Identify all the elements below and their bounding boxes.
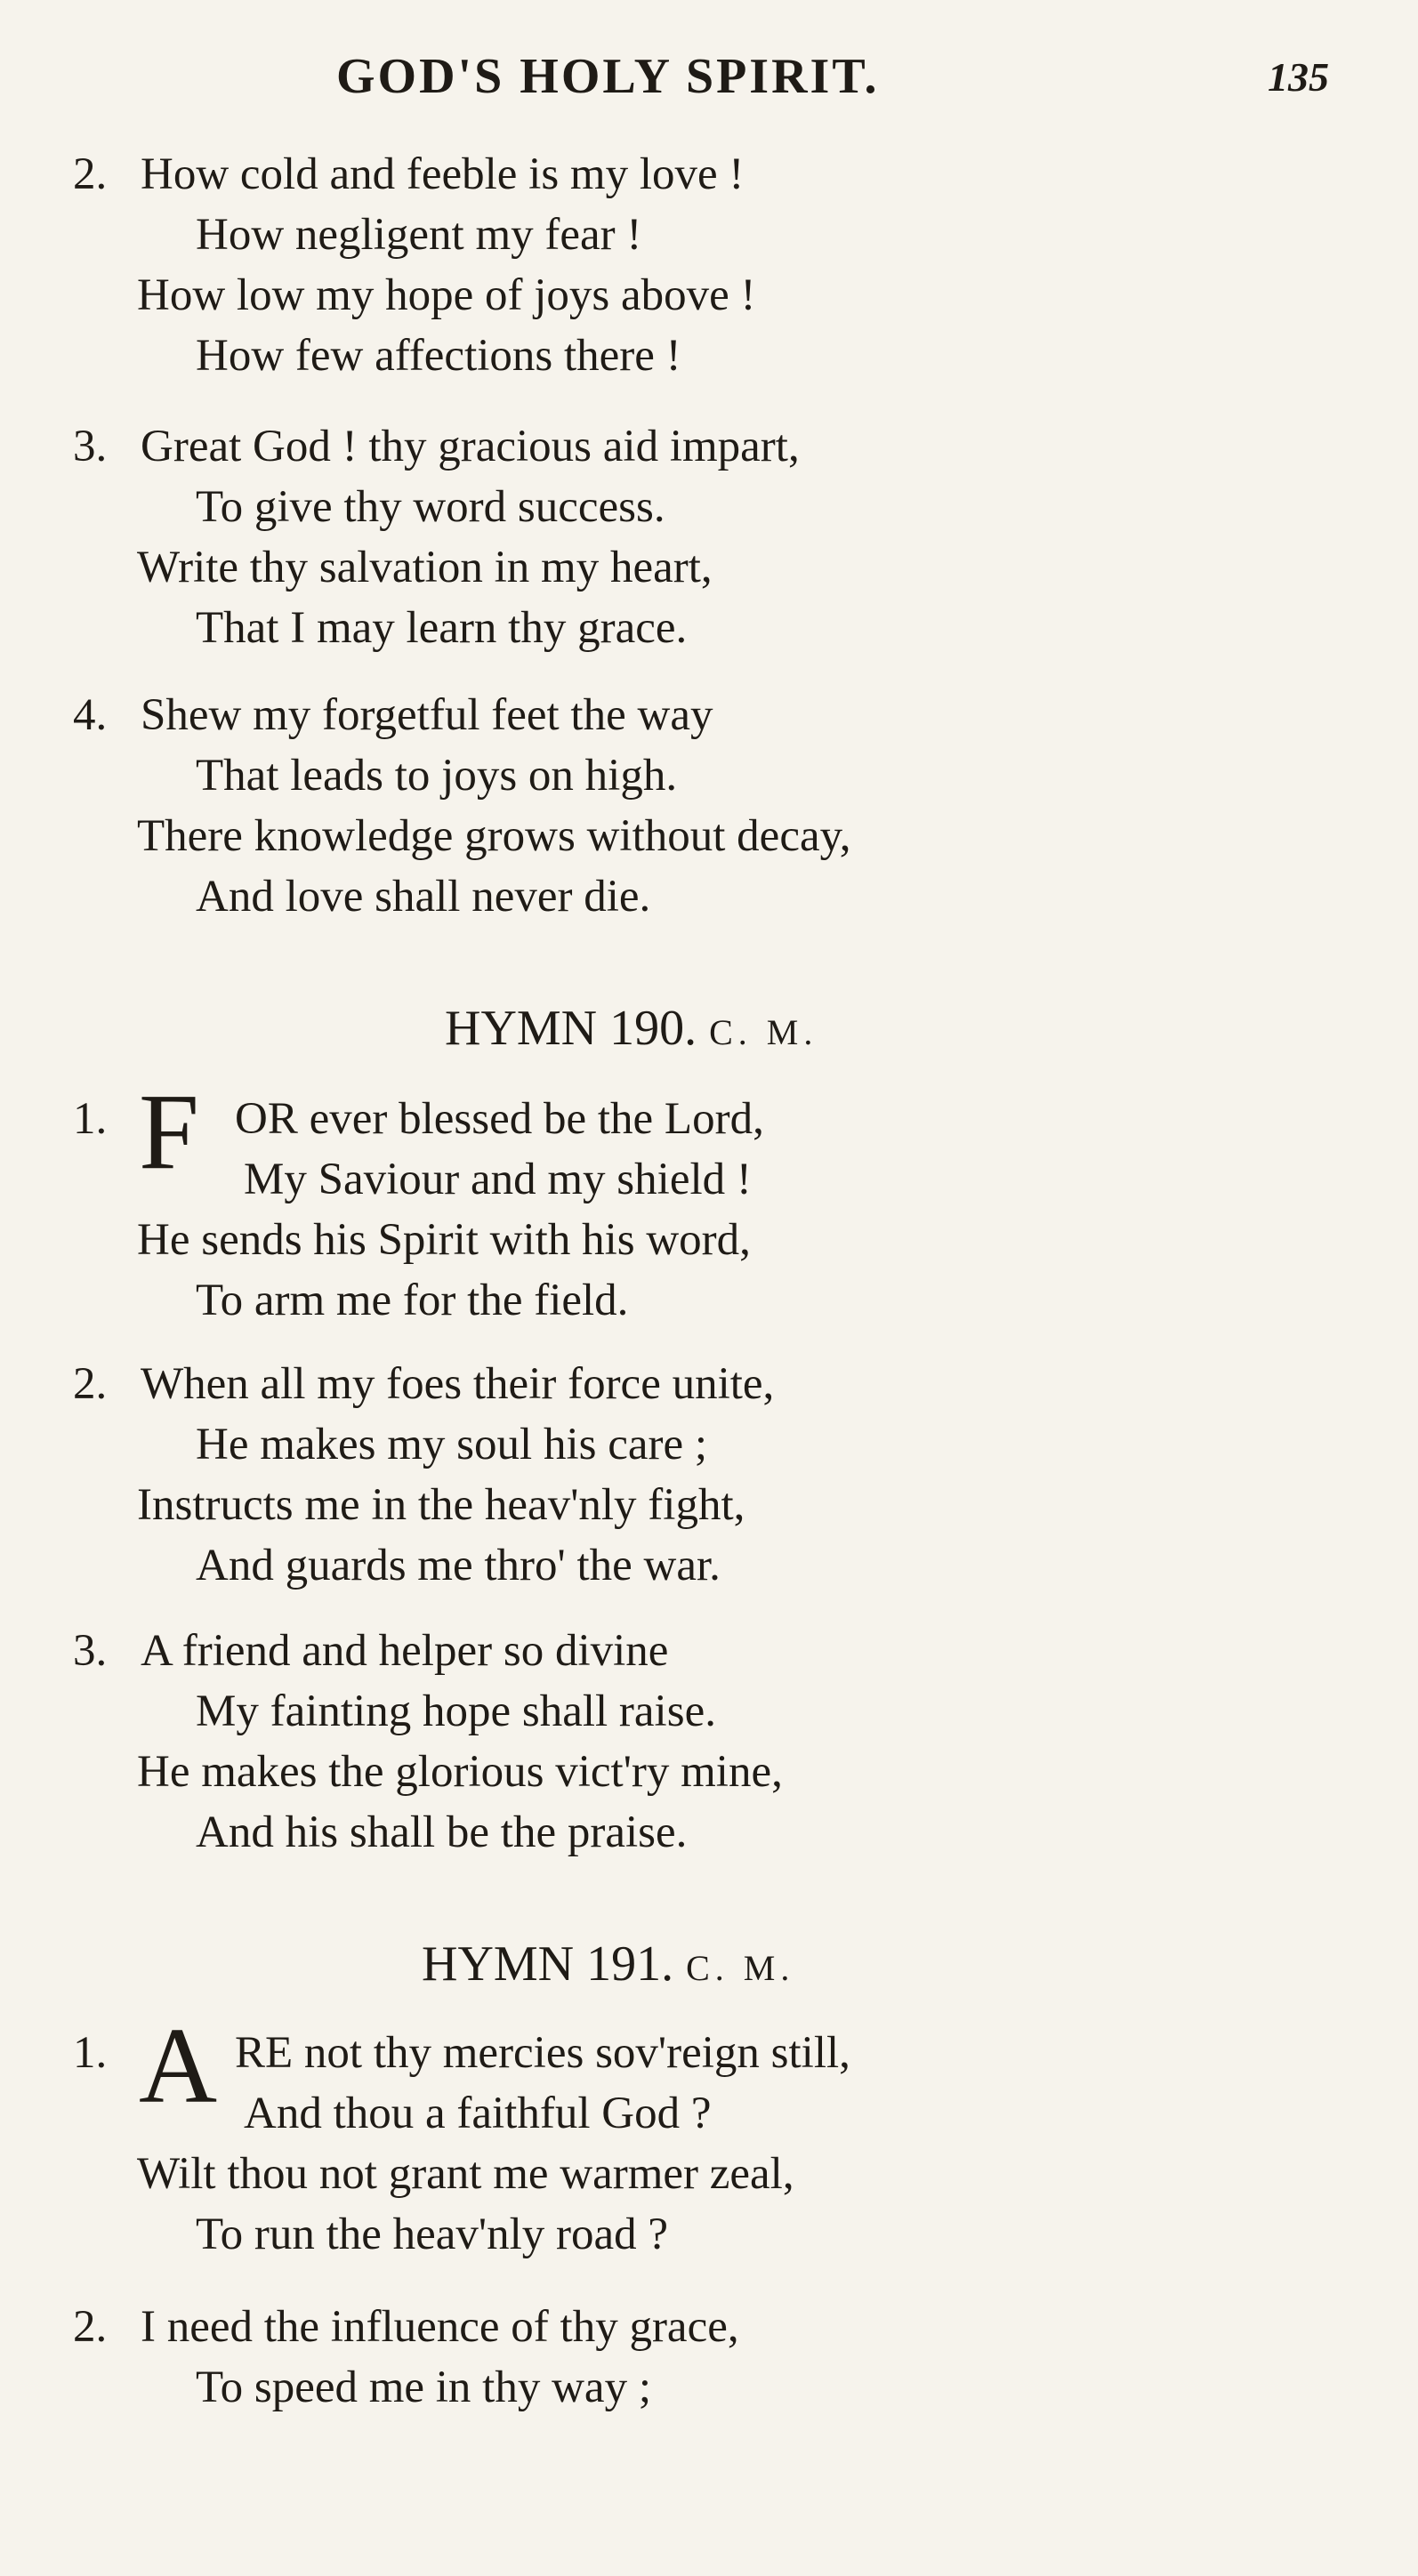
verse-line: And thou a faithful God ? — [244, 2089, 712, 2138]
verse-number: 2. — [73, 1359, 108, 1409]
verse-line: How negligent my fear ! — [196, 210, 642, 260]
verse-line: And guards me thro' the war. — [196, 1541, 721, 1590]
verse-line: Write thy salvation in my heart, — [137, 543, 713, 592]
verse-number: 3. — [73, 1626, 108, 1676]
verse-line: Instructs me in the heav'nly fight, — [137, 1480, 745, 1530]
verse-line: To arm me for the field. — [196, 1276, 629, 1325]
verse-line: I need the influence of thy grace, — [141, 2302, 739, 2352]
verse-line: He makes my soul his care ; — [196, 1420, 708, 1469]
hymn-190-heading — [445, 1001, 818, 1056]
running-title: GOD'S HOLY SPIRIT. — [336, 49, 880, 104]
hymn-191-heading — [422, 1936, 795, 1992]
verse-line: RE not thy mercies sov'reign still, — [235, 2028, 850, 2078]
verse-line: OR ever blessed be the Lord, — [235, 1094, 764, 1144]
verse-line: Great God ! thy gracious aid impart, — [141, 422, 800, 471]
verse-line: That leads to joys on high. — [196, 751, 678, 801]
verse-number: 2. — [73, 149, 108, 199]
hymn-label: HYMN 191. — [422, 1936, 674, 1992]
dropcap-letter: A — [139, 2006, 218, 2126]
verse-number: 1. — [73, 2028, 108, 2078]
verse-line: A friend and helper so divine — [141, 1626, 669, 1676]
verse-line: Wilt thou not grant me warmer zeal, — [137, 2149, 794, 2199]
hymn-meter: C. M. — [686, 1948, 795, 1988]
verse-line: To give thy word success. — [196, 482, 665, 532]
hymn-meter: C. M. — [709, 1012, 818, 1052]
verse-line: My Saviour and my shield ! — [244, 1155, 752, 1204]
verse-line: To run the heav'nly road ? — [196, 2210, 669, 2259]
verse-number: 1. — [73, 1094, 108, 1144]
verse-line: To speed me in thy way ; — [196, 2363, 651, 2412]
verse-line: There knowledge grows without decay, — [137, 811, 851, 861]
verse-number: 4. — [73, 690, 108, 740]
dropcap-letter: F — [139, 1072, 199, 1192]
verse-line: He makes the glorious vict'ry mine, — [137, 1747, 783, 1797]
verse-number: 3. — [73, 422, 108, 471]
page-number: 135 — [1268, 54, 1329, 100]
verse-line: And love shall never die. — [196, 872, 651, 922]
hymn-191-verse-1 — [73, 2023, 850, 2265]
prev-hymn-verse-3 — [73, 416, 800, 658]
hymn-191-verse-2 — [73, 2297, 739, 2418]
verse-line: How low my hope of joys above ! — [137, 270, 756, 320]
prev-hymn-verse-4 — [73, 685, 851, 927]
verse-line: He sends his Spirit with his word, — [137, 1215, 751, 1265]
hymn-190-verse-3 — [73, 1621, 783, 1863]
hymn-label: HYMN 190. — [445, 1001, 697, 1056]
verse-line: How few affections there ! — [196, 331, 681, 381]
verse-line: How cold and feeble is my love ! — [141, 149, 745, 199]
verse-line: And his shall be the praise. — [196, 1807, 688, 1857]
verse-line: My fainting hope shall raise. — [196, 1686, 716, 1736]
verse-number: 2. — [73, 2302, 108, 2352]
prev-hymn-verse-2 — [73, 144, 755, 386]
verse-line: Shew my forgetful feet the way — [141, 690, 713, 740]
verse-line: That I may learn thy grace. — [196, 603, 688, 653]
hymn-190-verse-1 — [73, 1089, 764, 1331]
verse-line: When all my foes their force unite, — [141, 1359, 775, 1409]
hymn-190-verse-2 — [73, 1354, 774, 1596]
